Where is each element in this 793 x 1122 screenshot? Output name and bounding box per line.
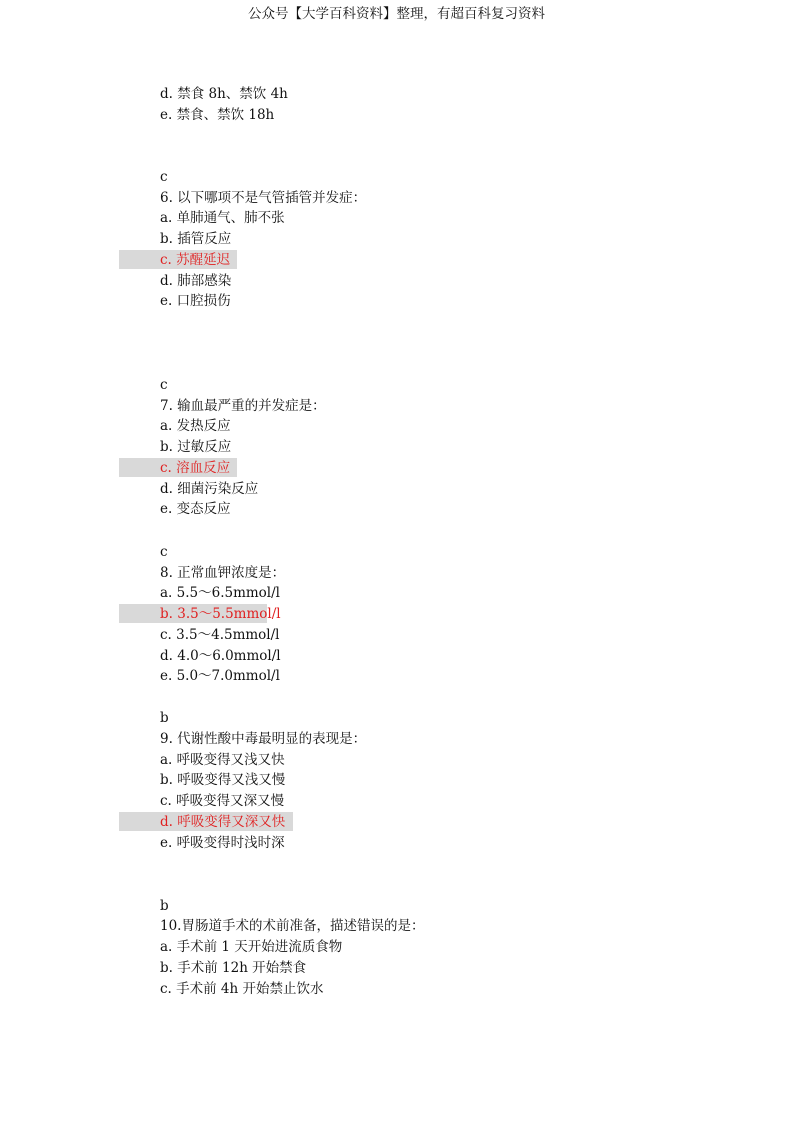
option-6e: e. 口腔损伤 — [160, 293, 231, 309]
option-8b-correct: b. 3.5～5.5mmol/l — [160, 606, 281, 622]
answer-key-9: b — [160, 898, 169, 914]
option-6d: d. 肺部感染 — [160, 273, 232, 289]
option-10b: b. 手术前 12h 开始禁食 — [160, 960, 307, 976]
option-5e: e. 禁食、禁饮 18h — [160, 107, 275, 123]
question-8: 8. 正常血钾浓度是： — [160, 565, 286, 581]
option-7b: b. 过敏反应 — [160, 439, 232, 455]
option-8d: d. 4.0～6.0mmol/l — [160, 648, 281, 664]
answer-key-8: b — [160, 710, 169, 726]
option-6b: b. 插管反应 — [160, 231, 232, 247]
option-9b: b. 呼吸变得又浅又慢 — [160, 772, 286, 788]
option-9a: a. 呼吸变得又浅又快 — [160, 752, 285, 768]
option-9d-correct: d. 呼吸变得又深又快 — [160, 814, 286, 830]
question-6: 6. 以下哪项不是气管插管并发症： — [160, 190, 367, 206]
option-10a: a. 手术前 1 天开始进流质食物 — [160, 939, 343, 955]
option-7c-correct: c. 溶血反应 — [160, 460, 231, 476]
option-8a: a. 5.5～6.5mmol/l — [160, 585, 280, 601]
option-8c: c. 3.5～4.5mmol/l — [160, 627, 280, 643]
answer-key-6: c — [160, 377, 168, 393]
question-9: 9. 代谢性酸中毒最明显的表现是： — [160, 731, 367, 747]
page-header: 公众号【大学百科资料】整理，有超百科复习资料 — [248, 6, 545, 22]
option-6a: a. 单肺通气、肺不张 — [160, 210, 285, 226]
option-9e: e. 呼吸变得时浅时深 — [160, 835, 285, 851]
question-7: 7. 输血最严重的并发症是： — [160, 398, 326, 414]
option-7d: d. 细菌污染反应 — [160, 481, 259, 497]
answer-key-5: c — [160, 169, 168, 185]
answer-key-7: c — [160, 544, 168, 560]
option-7e: e. 变态反应 — [160, 501, 231, 517]
option-5d: d. 禁食 8h、禁饮 4h — [160, 86, 288, 102]
option-10c: c. 手术前 4h 开始禁止饮水 — [160, 981, 324, 997]
question-10: 10.胃肠道手术的术前准备，描述错误的是： — [160, 918, 425, 934]
option-9c: c. 呼吸变得又深又慢 — [160, 793, 285, 809]
option-8e: e. 5.0～7.0mmol/l — [160, 668, 280, 684]
option-6c-correct: c. 苏醒延迟 — [160, 252, 231, 268]
option-7a: a. 发热反应 — [160, 418, 231, 434]
